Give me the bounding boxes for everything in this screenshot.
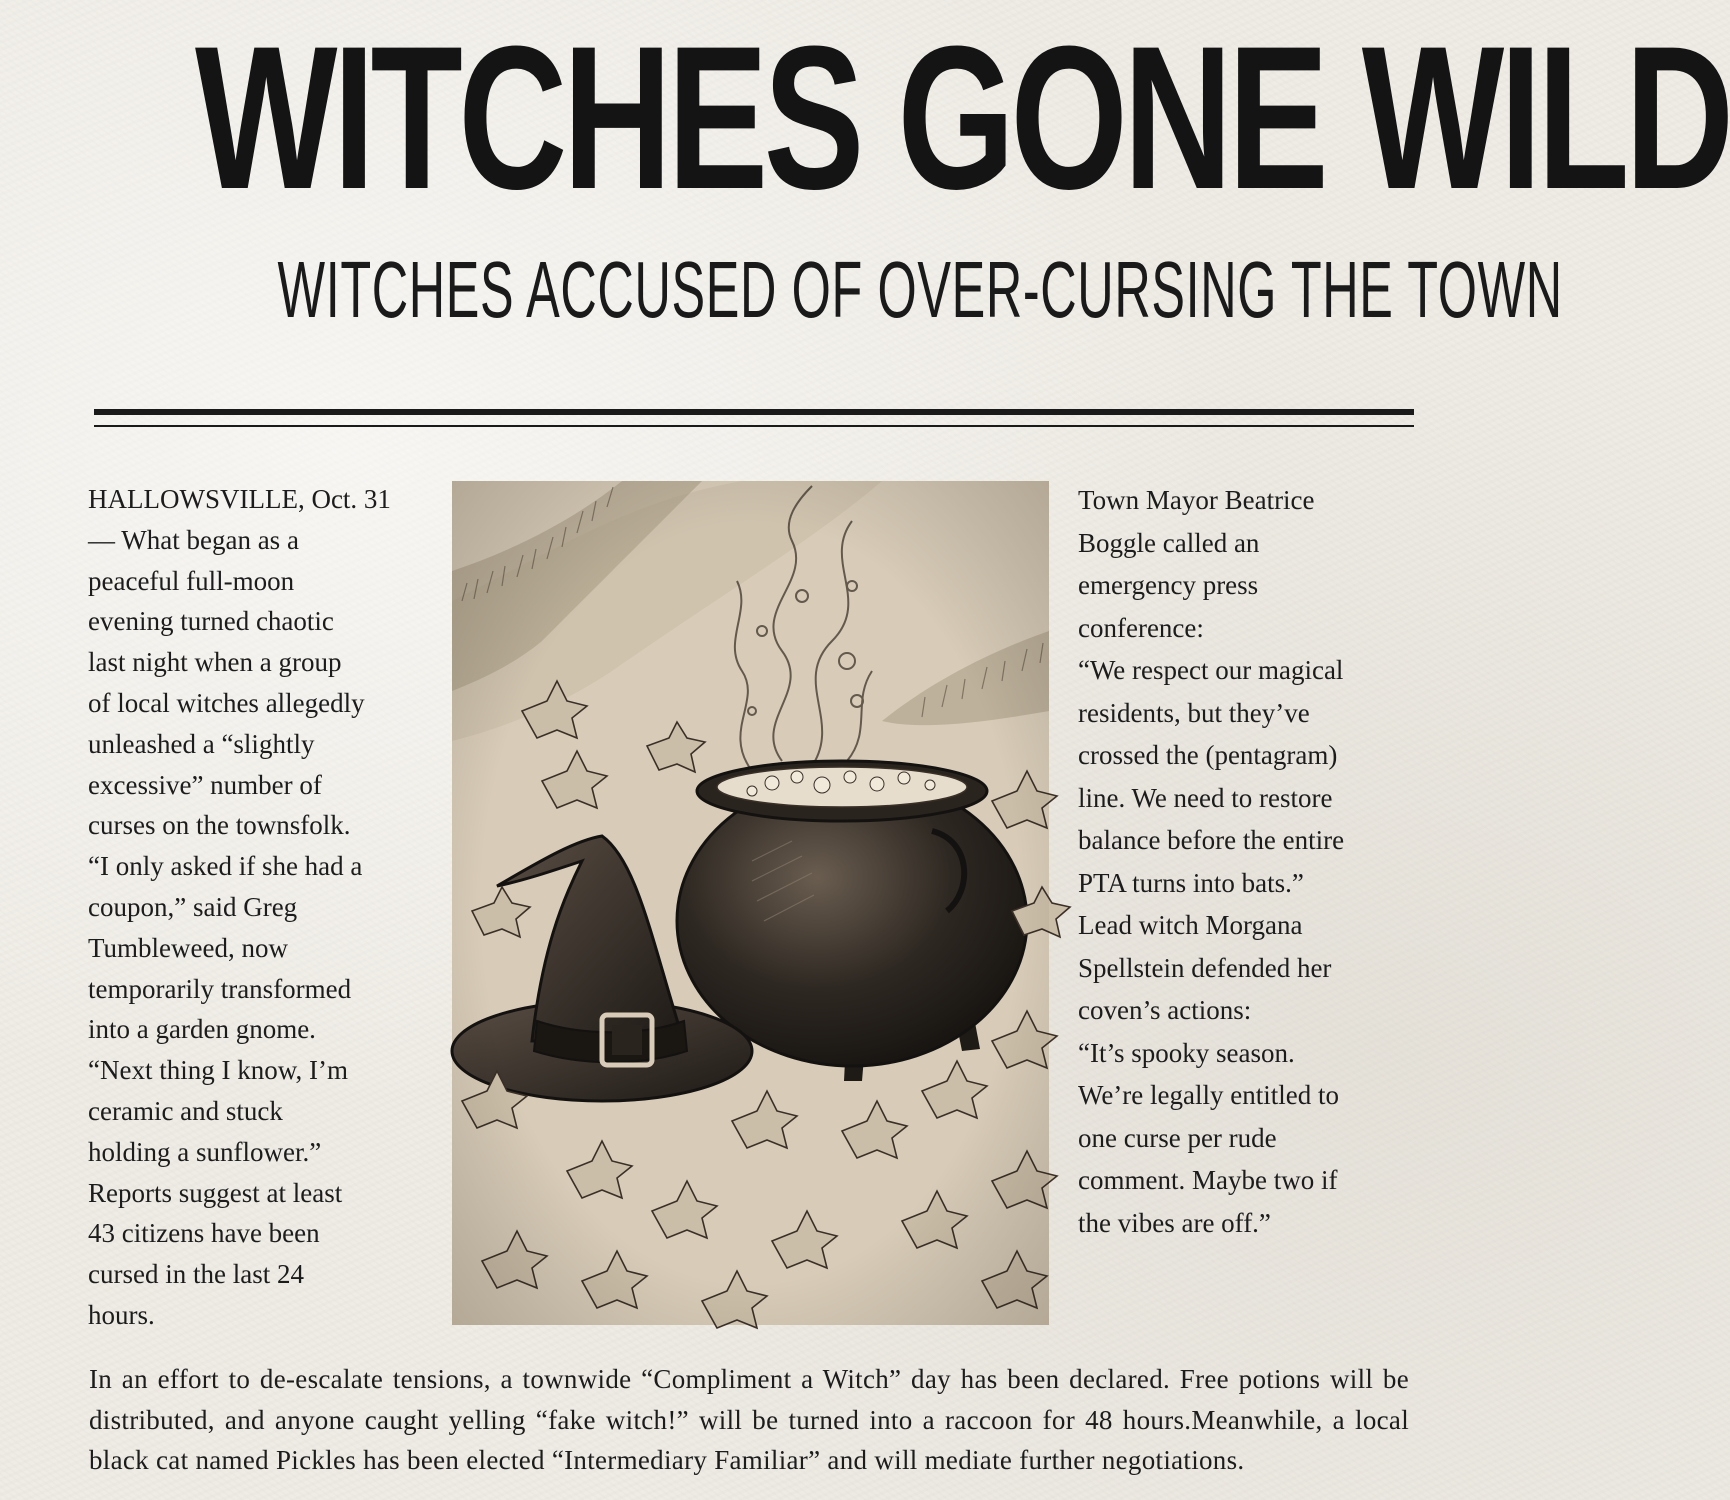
divider-thick: [94, 409, 1414, 415]
subheadline: WITCHES ACCUSED OF OVER-CURSING THE TOWN: [277, 245, 1563, 334]
divider-thin: [94, 425, 1414, 427]
article-right-column: Town Mayor Beatrice Boggle called an emergency press conference: “We respect our magical residents, but they’ve crossed the (pentagram) line. We need to restore balance before the entire PTA turns into bats.” Lead witch Morgana Spellstein defended her coven’s actions: “It’s spooky season. We’re legally entitled to one curse per rude comment. Maybe two if the vibes are off.”: [1078, 485, 1345, 1238]
article-bottom-paragraph: In an effort to de-escalate tensions, a townwide “Compliment a Witch” day has been declared. Free potions will be distributed, and anyone caught yelling “fake witch!” will be turned into a raccoon for 48 hours.Meanwhile, a local black cat named Pickles has been elected “Intermediary Familiar” and will mediate further negotiations.: [89, 1364, 1409, 1475]
headline: WITCHES GONE WILD: [195, 4, 1730, 232]
article-left-column: HALLOWSVILLE, Oct. 31 — What began as a peaceful full-moon evening turned chaotic last night when a group of local witches allegedly unleashed a “slightly excessive” number of curses on the townsfolk. “I only asked if she had a coupon,” said Greg Tumbleweed, now temporarily transformed into a garden gnome. “Next thing I know, I’m ceramic and stuck holding a sunflower.” Reports suggest at least 43 citizens have been cursed in the last 24 hours.: [88, 484, 391, 1330]
cauldron-illustration: [452, 481, 1049, 1325]
